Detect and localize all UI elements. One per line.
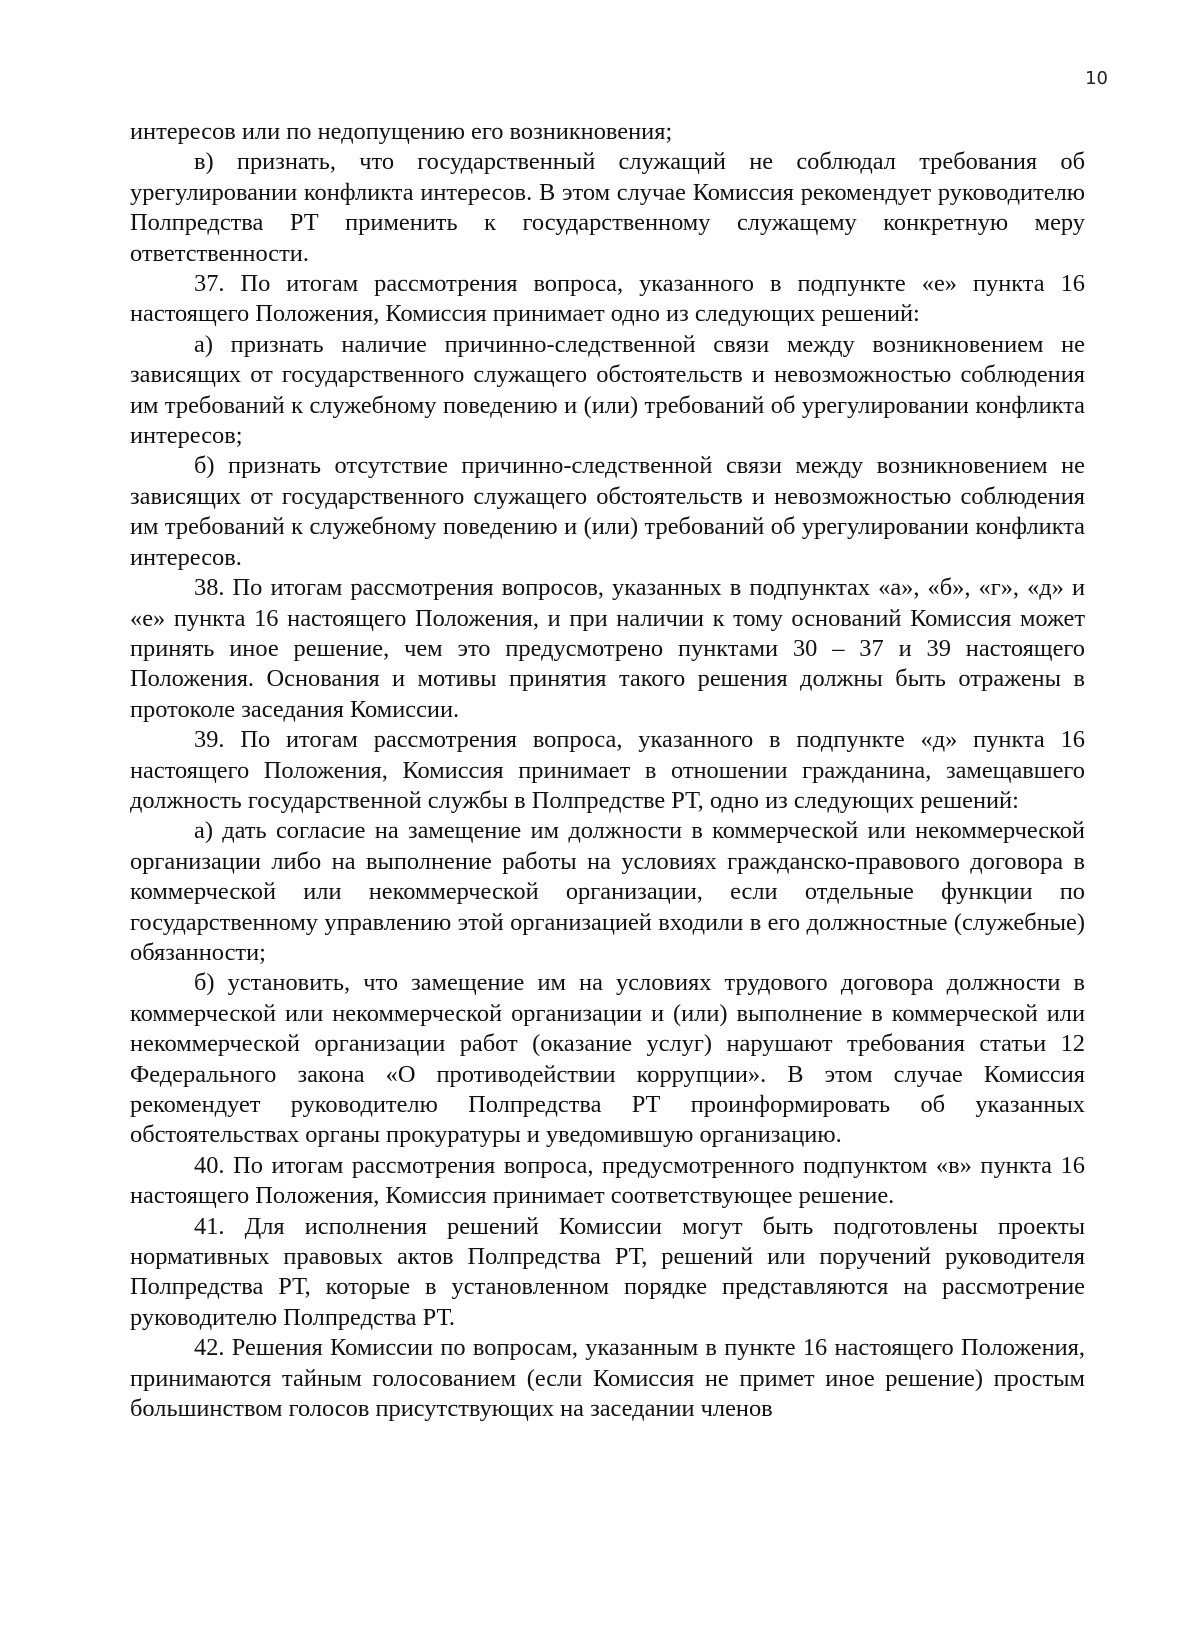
- paragraph-subitem-v: в) признать, что государственный служащий не соблюдал требования об урегулировании конфликта интересов. В этом случае Комиссия рекомендует руководителю Полпредства РТ применить к государственному служащему конкретную меру ответственности.: [130, 148, 1085, 267]
- paragraph-39-a: а) дать согласие на замещение им должности в коммерческой или некоммерческой организации либо на выполнение работы на условиях гражданско-правового договора в коммерческой или некоммерческой организации, если отдельные функции по государственному управлению этой организацией входили в его должностные (служебные) обязанности;: [130, 817, 1085, 966]
- paragraph-40: 40. По итогам рассмотрения вопроса, предусмотренного подпунктом «в» пункта 16 настоящего Положения, Комиссия принимает соответствующее решение.: [130, 1151, 1085, 1210]
- paragraph-41: 41. Для исполнения решений Комиссии могут быть подготовлены проекты нормативных правовых актов Полпредства РТ, решений или поручений руководителя Полпредства РТ, которые в установленном порядке представляются на рассмотрение руководителю Полпредства РТ.: [130, 1212, 1085, 1331]
- paragraph-37-a: а) признать наличие причинно-следственной связи между возникновением не зависящих от государственного служащего обстоятельств и невозможностью соблюдения им требований к служебному поведению и (или) требований об урегулировании конфликта интересов;: [130, 330, 1085, 450]
- paragraph-38: 38. По итогам рассмотрения вопросов, указанных в подпунктах «а», «б», «г», «д» и «е» пункта 16 настоящего Положения, и при наличии к тому оснований Комиссия может принять иное решение, чем это предусмотрено пунктами 30 – 37 и 39 настоящего Положения. Основания и мотивы принятия такого решения должны быть отражены в протоколе заседания Комиссии.: [130, 574, 1085, 723]
- paragraph-42: 42. Решения Комиссии по вопросам, указанным в пункте 16 настоящего Положения, принимаются тайным голосованием (если Комиссия не примет иное решение) простым большинством голосов присутствующих на заседании членов: [130, 1334, 1085, 1423]
- paragraph-39-b: б) установить, что замещение им на условиях трудового договора должности в коммерческой или некоммерческой организации и (или) выполнение в коммерческой или некоммерческой организации работ (оказание услуг) нарушают требования статьи 12 Федерального закона «О противодействии коррупции». В этом случае Комиссия рекомендует руководителю Полпредства РТ проинформировать об указанных обстоятельствах органы прокуратуры и уведомившую организацию.: [130, 969, 1085, 1149]
- page-number: 10: [1085, 68, 1108, 89]
- paragraph-39: 39. По итогам рассмотрения вопроса, указанного в подпункте «д» пункта 16 настоящего Положения, Комиссия принимает в отношении гражданина, замещавшего должность государственной службы в Полпредстве РТ, одно из следующих решений:: [130, 726, 1085, 814]
- paragraph-continuation: интересов или по недопущению его возникновения;: [130, 118, 673, 145]
- paragraph-37-b: б) признать отсутствие причинно-следственной связи между возникновением не зависящих от государственного служащего обстоятельств и невозможностью соблюдения им требований к служебному поведению и (или) требований об урегулировании конфликта интересов.: [130, 452, 1085, 571]
- document-body: [130, 117, 1085, 1424]
- paragraph-37: 37. По итогам рассмотрения вопроса, указанного в подпункте «е» пункта 16 настоящего Положения, Комиссия принимает одно из следующих решений:: [130, 270, 1085, 328]
